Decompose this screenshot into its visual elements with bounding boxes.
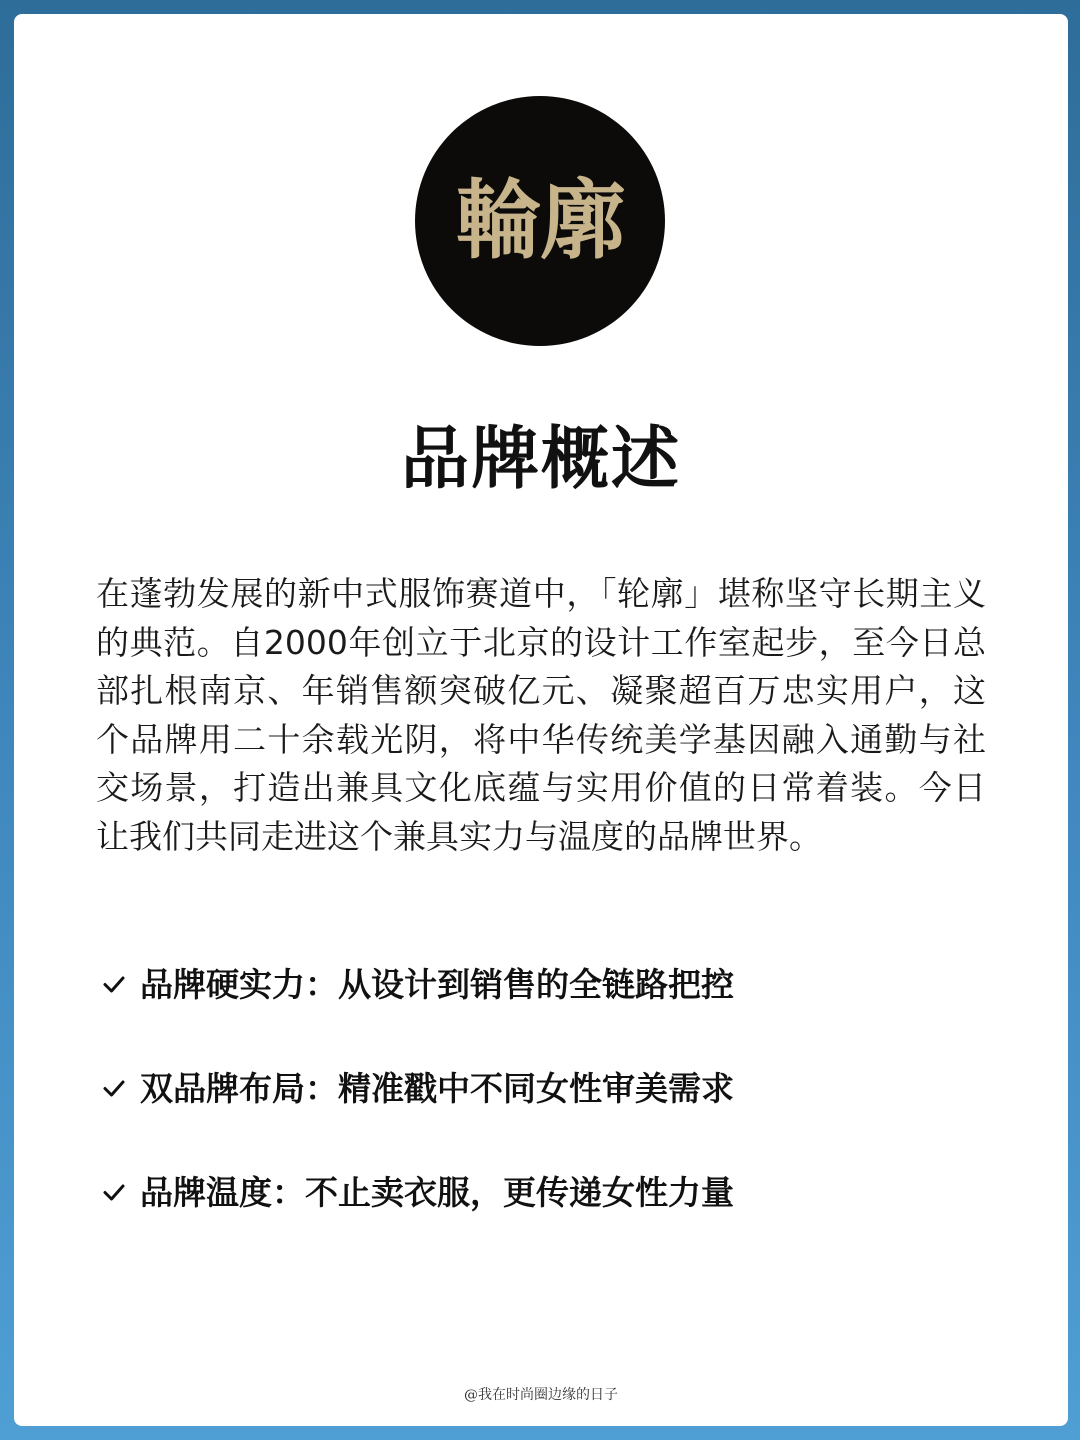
point-text: 品牌硬实力：从设计到销售的全链路把控 [140, 964, 734, 1004]
list-item [102, 960, 902, 1008]
brand-description: 在蓬勃发展的新中式服饰赛道中，「轮廓」堪称坚守长期主义的典范。自2000年创立于北京的设计工作室起步，至今日总部扎根南京、年销售额突破亿元、凝聚超百万忠实用户，这个品牌用二十余载光阴，将中华传统美学基因融入通勤与社交场景，打造出兼具文化底蕴与实用价值的日常着装。今日让我们共同走进这个兼具实力与温度的品牌世界。 [96, 574, 986, 856]
check-icon [102, 1180, 126, 1204]
check-icon [102, 1076, 126, 1100]
brand-logo-text: 輪廓 [456, 171, 624, 271]
point-text: 双品牌布局：精准戳中不同女性审美需求 [140, 1068, 734, 1108]
list-item [102, 1064, 902, 1112]
footer-watermark: @我在时尚圈边缘的日子 [464, 1387, 618, 1403]
key-points-list [102, 960, 902, 1272]
list-item [102, 1168, 902, 1216]
brand-logo [415, 96, 665, 346]
content-card [14, 14, 1068, 1426]
check-icon [102, 972, 126, 996]
point-text: 品牌温度：不止卖衣服，更传递女性力量 [140, 1172, 734, 1212]
page-title: 品牌概述 [400, 420, 681, 499]
